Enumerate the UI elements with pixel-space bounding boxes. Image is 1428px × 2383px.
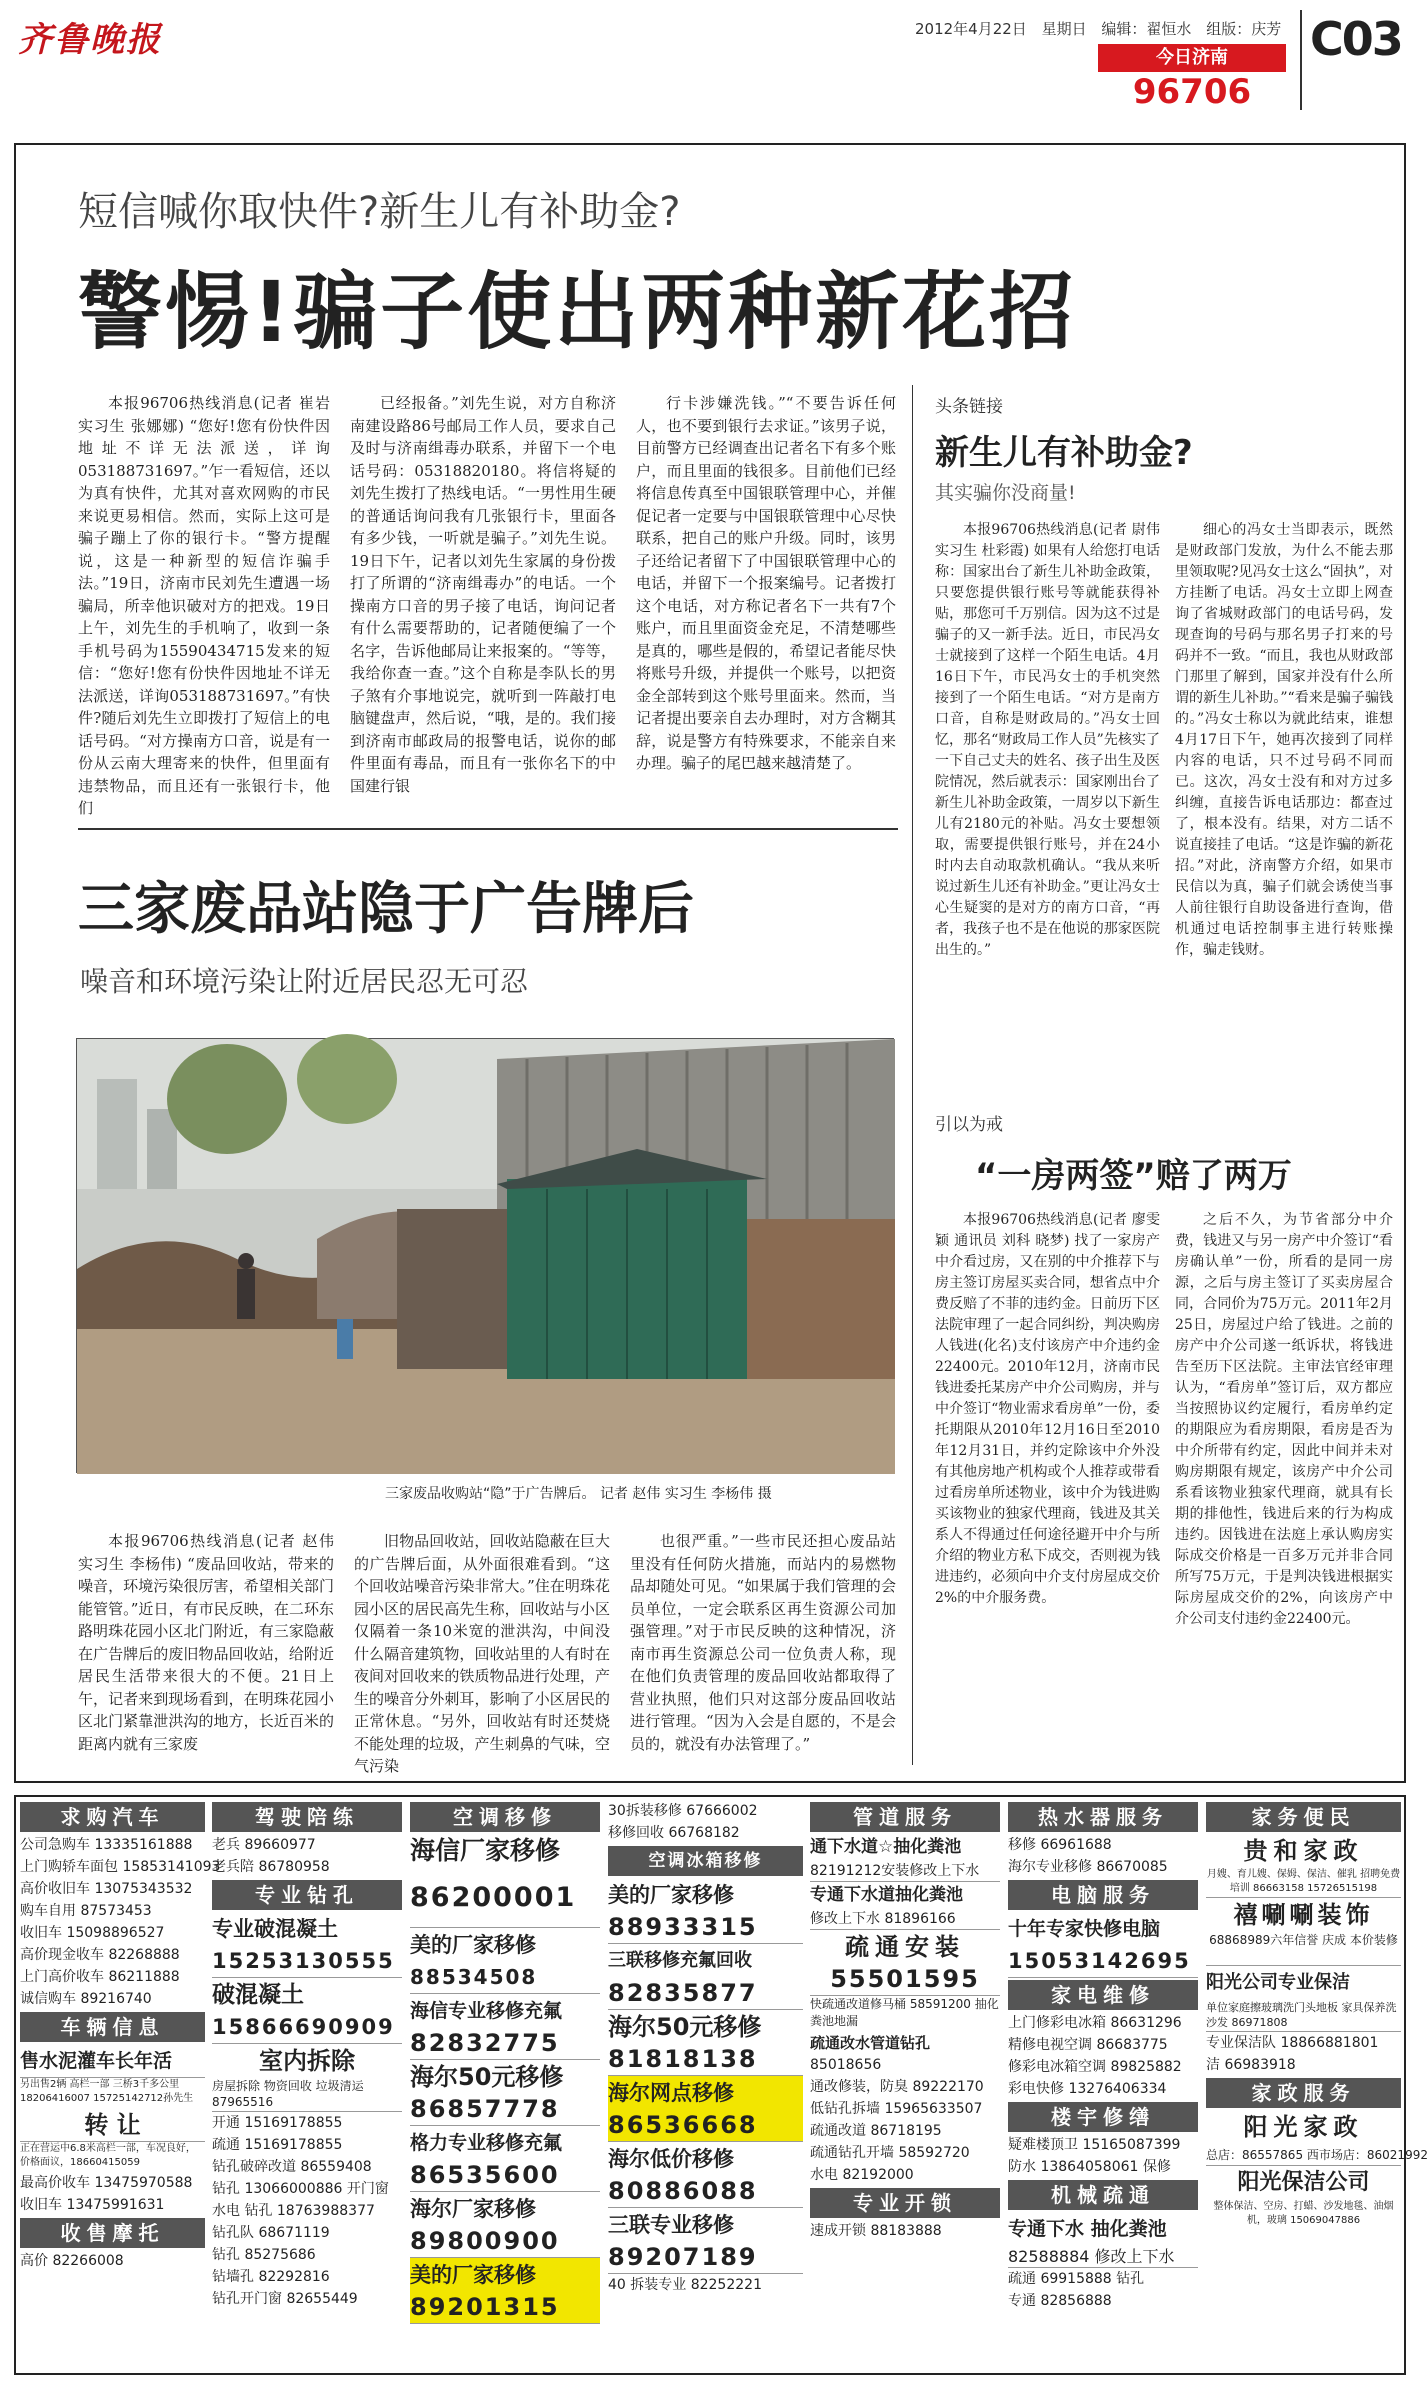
ad-title: 专业破混凝土 [212,1917,338,1941]
ad-line: 上门购轿车面包 15853141093 [20,1859,221,1875]
ad-number: 89207189 [608,2242,803,2274]
ad-number: 86857778 [410,2094,600,2126]
ad-line: 上门修彩电冰箱 86631296 [1008,2015,1182,2031]
ad-heading: 车辆信息 [20,2012,205,2042]
ad-title: 十年专家快修电脑 [1008,1918,1161,1940]
ad-title: 阳光公司专业保洁 [1206,1972,1350,1993]
hotline-number: 96706 [1132,72,1252,112]
ad-number: 81818138 [608,2044,803,2076]
sidebar1-tag: 头条链接 [935,397,1003,417]
ad-title: 美的厂家移修 [608,1883,734,1907]
story1-col3-text: 行卡涉嫌洗钱。”“不要告诉任何人，也不要到银行去求证。”该男子说，目前警方已经调查出记者名下有多个账户，而且里面的钱很多。目前他们已经将信息传真至中国银联管理中心，并催促记者一定要与中国银联管理中心尽快联系，把自己的账户升级。同时，该男子还给记者留下了中国银联管理中心的电话，并留下一个报案编号。记者拨打这个电话，对方称记者名下一共有7个账户，而且里面资金充足，不清楚哪些是真的，哪些是假的，希望记者能尽快将账号升级，并提供一个账号，以把资金全部转到这个账号里面来。然而，当记者提出要亲自去办理时，对方含糊其辞，说是警方有特殊要求，不能亲自来办理。骗子的尾巴越来越清楚了。 [636,394,896,772]
ad-line: 钻孔队 68671119 [212,2225,330,2241]
ad-title: 破混凝土 [212,1982,304,2008]
sidebar1-headline: 新生儿有补助金? [935,433,1193,473]
ad-title: 疏通安装 [845,1933,965,1961]
ad-heading: 空调移修 [410,1802,600,1832]
photo-illustration [77,1039,895,1474]
ad-line: 钻孔 13066000886 开门窗 [212,2181,389,2197]
ad-line: 移修 66961688 [1008,1837,1112,1853]
ad-detail: 另出售2辆 高栏一部 三桥3千多公里 18206416007 15725142712孙先生 [20,2079,194,2104]
ad-line: 最高价收车 13475970588 [20,2175,193,2191]
ad-heading: 管道服务 [810,1802,1000,1832]
story1-col1 [78,392,330,817]
ad-title: 海尔50元移修 [410,2063,564,2091]
ad-line: 上门高价收车 86211888 [20,1969,180,1985]
masthead-divider [1300,10,1302,110]
ad-number: 86535600 [410,2160,600,2192]
story2-col3 [630,1530,896,1755]
ad-line: 收旧车 13475991631 [20,2197,165,2213]
sidebar1-col2-text: 细心的冯女士当即表示，既然是财政部门发放，为什么不能去那里领取呢?见冯女士这么“固执”，对方挂断了电话。冯女士立即上网查询了省城财政部门的电话号码，发现查询的号码与那名男子打来的号码并不一致。“而且，我也从财政部门那里了解到，国家并没有什么所谓的新生儿补助。”“看来是骗子骗钱的。”冯女士称以为就此结束，谁想4月17日下午，她再次接到了同样内容的电话，只不过号码不同而已。这次，冯女士没有和对方过多纠缠，直接告诉电话那边：都查过了，根本没有。结果，对方二话不说直接挂了电话。“这是诈骗的新花招。”对此，济南警方介绍，如果市民信以为真，骗子们就会诱使当事人前往银行自助设备进行查询，借机通过电话控制事主进行转账操作，骗走钱财。 [1175,522,1393,958]
masthead-meta [915,18,1291,39]
ad-line: 公司急购车 13335161888 [20,1837,193,1853]
ad-title: 通下水道☆抽化粪池 [810,1837,962,1857]
ad-line: 开通 15169178855 [212,2115,343,2131]
photo-caption: 三家废品收购站“隐”于广告牌后。 记者 赵伟 实习生 李杨伟 摄 [385,1486,772,1502]
story2-col2-text: 旧物品回收站，回收站隐蔽在巨大的广告牌后面，从外面很难看到。“这个回收站噪音污染非常大。”住在明珠花园小区的居民高先生称，回收站与小区仅隔着一条10米宽的泄洪沟，中间没什么隔音建筑物，回收站里的人有时在夜间对回收来的铁质物品进行处理，产生的噪音分外刺耳，影响了小区居民的正常休息。“另外，回收站有时还焚烧不能处理的垃圾，产生刺鼻的气味，空气污染 [354,1532,610,1775]
designer: 组版：庆芳 [1206,20,1282,38]
ad-line: 高价 82266008 [20,2253,124,2269]
ad-heading: 空调冰箱移修 [608,1846,803,1876]
ad-number: 88933315 [608,1912,803,1944]
ad-detail: 单位家庭擦玻璃洗门头地板 家具保养洗沙发 86971808 [1206,2000,1401,2032]
ad-column-cars [20,1800,221,2370]
ad-line: 洁 66983918 [1206,2057,1296,2073]
sidebar-separator [912,385,913,1765]
ad-line: 修彩电冰箱空调 89825882 [1008,2059,1182,2075]
ad-number: 89800900 [410,2226,600,2258]
section-box [1098,44,1286,112]
sidebar2-col1-text: 本报96706热线消息(记者 廖雯颖 通讯员 刘科 晓梦) 找了一家房产中介看过房，又在别的中介推荐下与房主签订房屋买卖合同，想省点中介费反赔了不菲的违约金。日前历下区法院审理了一起合同纠纷，判决购房人钱进(化名)支付该房产中介违约金22400元。2010年12月，济南市民钱进委托某房产中介公司购房，并与中介签订“物业需求看房单”一份，委托期限从2010年12月16日至2010年12月31日，并约定除该中介外没有其他房地产机构或个人推荐或带看过看房单所述物业，该中介为钱进购买该物业的独家代理商，钱进及其关系人不得通过任何途径避开中介与所介绍的物业方私下成交，否则视为钱进违约，必须向中介支付房屋成交价2%的中介服务费。 [935,1212,1160,1606]
ad-line: 疏通 15169178855 [212,2137,343,2153]
story1-col1-text: 本报96706热线消息(记者 崔岩 实习生 张娜娜) “您好!您有份快件因地址不详无法派送，详询053188731697。”乍一看短信，还以为真有快件，尤其对喜欢网购的市民来说更易相信。然而，实际上这可是骗子蹦上了你的银行卡。“警方提醒说，这是一种新型的短信诈骗手法。”19日，济南市民刘先生遭遇一场骗局，所幸他识破对方的把戏。19日上午，刘先生的手机响了，收到一条手机号码为15590434715发来的短信：“您好!您有份快件因地址不详无法派送，详询053188731697。”有快件?随后刘先生立即拨打了短信上的电话号码。“对方操南方口音，说是有一份从云南大理寄来的快件，但里面有违禁物品，而且还有一张银行卡，他们 [78,394,330,817]
ad-line: 老兵 89660977 [212,1837,316,1853]
ad-line: 精修电视空调 86683775 [1008,2037,1168,2053]
ad-line: 彩电快修 13276406334 [1008,2081,1167,2097]
ad-line: 高价收旧车 13075343532 [20,1881,193,1897]
ad-line: 疏通改道 86718195 [810,2123,942,2139]
ad-title: 疏通改水管道钻孔 [810,2034,931,2052]
story-divider [78,828,898,830]
ad-title: 售水泥灌车长年活 [20,2044,205,2078]
issue-weekday: 星期日 [1041,20,1087,38]
ad-title: 专通下水 抽化粪池 [1008,2218,1167,2240]
sidebar2-col1 [935,1210,1160,1770]
issue-date: 2012年4月22日 [915,20,1027,38]
ad-detail: 68868989六年信誉 庆成 本价装修 [1206,1932,1401,1966]
ad-title: 室内拆除 [259,2047,355,2075]
story1-col2 [350,392,616,812]
ad-number: 15253130555 [212,1946,402,1978]
ad-heading: 电脑服务 [1008,1880,1198,1910]
ad-line: 水电 钻孔 18763988377 [212,2203,375,2219]
ad-line: 疏通 69915888 钻孔 [1008,2271,1145,2287]
story2-col3-text: 也很严重。”一些市民还担心废品站里没有任何防火措施，而站内的易燃物品却随处可见。“如果属于我们管理的会员单位，一定会联系区再生资源公司加强管理。”对于市民反映的这种情况，济南市再生资源总公司一位负责人称，现在他们负责管理的废品回收站都取得了营业执照，他们只对这部分废品回收站进行管理。“因为入会是自愿的，不是会员的，就没有办法管理了。” [630,1532,896,1753]
sidebar2-tag: 引以为戒 [935,1115,1003,1135]
ad-column-housekeeping [1206,1800,1428,2370]
ad-title: 格力专业移修充氟 [410,2132,563,2154]
ad-line: 疑难楼顶卫 15165087399 [1008,2137,1181,2153]
ad-column-drilling [212,1800,402,2370]
ad-line: 海尔专业移修 86670085 [1008,1859,1168,1875]
ad-line: 高价现金收车 82268888 [20,1947,180,1963]
ad-heading: 家务便民 [1206,1802,1401,1832]
ad-heading: 专业开锁 [810,2188,1000,2218]
ad-title: 转 让 [20,2108,205,2142]
ad-title: 海信专业移修充氟 [410,2000,563,2022]
ad-number: 86536668 [608,2110,803,2142]
sidebar2-headline: “一房两签”赔了两万 [975,1156,1292,1196]
ad-detail: 正在营运中6.8米高栏一部，车况良好，价格面议，18660415059 [20,2143,196,2168]
story1-col2-text: 已经报备。”刘先生说，对方自称济南建设路86号邮局工作人员，要求自己及时与济南缉毒办联系，并留下一个电话号码：05318820180。将信将疑的刘先生拨打了热线电话。“一男性用生硬的普通话询问我有几张银行卡，里面各有多少钱，一听就是骗子。”刘先生说。19日下午，记者以刘先生家属的身份拨打了所谓的“济南缉毒办”的电话。一个操南方口音的男子接了电话，询问记者有什么需要帮助的，记者随便编了一个名字，告诉他邮局让来报案的。“等等，我给你查一查。”这个自称是李队长的男子煞有介事地说完，就听到一阵敲打电脑键盘声，然后说，“哦，是的。我们接到济南市邮政局的报警电话，说你的邮件里面有毒品，而且有一张你名下的中国建行银 [350,394,616,795]
ad-title: 阳光保洁公司 [1237,2170,1370,2195]
ad-heading: 收售摩托 [20,2218,205,2248]
sidebar2-col2-text: 之后不久，为节省部分中介费，钱进又与另一房产中介签订“看房确认单”一份，所看的是同一房源，之后与房主签订了买卖房屋合同，合同价为75万元。2011年2月25日，房屋过户给了钱进。之前的房产中介公司遂一纸诉状，将钱进告至历下区法院。主审法官经审理认为，“看房单”签订后，双方都应当按照协议约定履行，看房单约定的期限应为看房期限，看房是否为中介所带有约定，因此中间并未对购房期限有规定，该房产中介公司系看该物业独家代理商，就具有长期的排他性，钱进后来的行为构成违约。因钱进在法庭上承认购房实际成交价格是一百多万元并非合同所写75万元，于是判决钱进根据实际房屋成交价的2%，向该房产中介公司支付违约金22400元。 [1175,1212,1393,1627]
ad-detail: 修改上下水 81896166 [810,1908,1000,1930]
ad-detail: 月嫂、育儿嫂、保姆、保洁、催乳 招聘免费培训 86663158 15726515198 [1206,1868,1401,1898]
ad-detail: 快疏通改道修马桶 58591200 抽化粪池地漏 [810,1997,999,2028]
ad-title: 美的厂家移修 [410,1933,536,1957]
ad-title: 海尔50元移修 [608,2013,762,2041]
story2-col2 [354,1530,610,1775]
ad-heading: 热水器服务 [1008,1802,1198,1832]
ad-number: 82835877 [608,1978,803,2010]
ad-line: 通改修装，防臭 89222170 [810,2079,984,2095]
newspaper-logo: 齐鲁晚报 [18,20,162,60]
ad-line: 收旧车 15098896527 [20,1925,165,1941]
ad-title: 三联专业移修 [608,2213,734,2237]
ad-line: 专通 82856888 [1008,2293,1112,2309]
story2-subheadline: 噪音和环境污染让附近居民忍无可忍 [80,965,529,998]
ad-column-plumbing [810,1800,1000,2370]
recycling-station-photo [76,1038,894,1473]
ad-line: 疏通钻孔开墙 58592720 [810,2145,970,2161]
ad-heading: 求购汽车 [20,1802,205,1832]
ad-line: 速成开锁 88183888 [810,2223,942,2239]
story1-col3 [636,392,896,812]
ad-line: 防水 13864058061 保修 [1008,2159,1171,2175]
ad-title: 海信厂家移修 [410,1836,561,1865]
ad-heading: 楼宇修缮 [1008,2102,1198,2132]
ad-title: 三联移修充氟回收 [608,1950,752,1971]
sidebar1-col1 [935,520,1160,1080]
sidebar1-col1-text: 本报96706热线消息(记者 尉伟 实习生 杜彩霞) 如果有人给您打电话称：国家出台了新生儿补助金政策，只要您提供银行账号等就能获得补贴，那您可千万别信。因为这不过是骗子的又一新手法。近日，市民冯女士就接到了这样一个陌生电话。4月16日下午，市民冯女士的手机突然接到了一个陌生电话。“对方是南方口音，自称是财政局的。”冯女士回忆，那名“财政局工作人员”先核实了一下自己丈夫的姓名、孩子出生及医院情况，然后就表示：国家刚出台了新生儿补助金政策，一周岁以下新生儿有2180元的补贴。冯女士要想领取，需要提供银行账号，并在24小时内去自动取款机确认。“我从来听说过新生儿还有补助金。”更让冯女士心生疑窦的是对方的南方口音，“再者，我孩子也不是在他说的那家医院出生的。” [935,522,1160,958]
ad-heading: 机械疏通 [1008,2180,1198,2210]
ad-title: 海尔网点移修 [608,2081,734,2105]
ad-detail: 82588884 修改上下水 [1008,2246,1198,2268]
ad-line: 30拆装移修 67666002 [608,1803,758,1819]
ad-heading: 家政服务 [1206,2078,1401,2108]
story2-headline: 三家废品站隐于广告牌后 [78,877,694,942]
ad-number: 80886088 [608,2176,803,2208]
ad-title: 海尔低价移修 [608,2147,734,2171]
ad-column-appliance [608,1800,803,2370]
sidebar1-col2 [1175,520,1393,1080]
ad-title: 专通下水道抽化粪池 [810,1885,963,1905]
ad-heading: 驾驶陪练 [212,1802,402,1832]
ad-heading: 专业钻孔 [212,1880,402,1910]
ad-title: 贵和家政 [1243,1837,1364,1865]
ad-column-repair [1008,1800,1198,2370]
ad-number: 55501595 [810,1964,1000,1996]
ad-detail: 82191212安装修改上下水 [810,1860,1000,1882]
page-number: C03 [1310,12,1402,66]
editor: 编辑：翟恒水 [1101,20,1192,38]
ad-number: 82832775 [410,2028,600,2060]
ad-line: 低钻孔拆墙 15965633507 [810,2101,983,2117]
ad-number: 15866690909 [212,2012,402,2044]
ad-detail: 整体保洁、空房、打蜡、沙发地毯、油烟机，玻璃 15069047886 [1213,2201,1394,2226]
ad-number: 86200001 [410,1868,600,1928]
ad-line: 钻孔破碎改道 86559408 [212,2159,372,2175]
ad-line: 钻墙孔 82292816 [212,2269,330,2285]
ad-line: 老兵陪 86780958 [212,1859,330,1875]
ad-line: 专业保洁队 18866881801 [1206,2035,1379,2051]
ad-line: 水电 82192000 [810,2167,914,2183]
story2-col1 [78,1530,334,1755]
ad-title: 海尔厂家移修 [410,2197,536,2221]
ad-line: 购车自用 87573453 [20,1903,152,1919]
ad-title: 禧唰唰装饰 [1233,1901,1374,1929]
ad-number: 15053142695 [1008,1946,1198,1978]
ad-title: 美的厂家移修 [410,2263,536,2287]
ad-line: 钻孔开门窗 82655449 [212,2291,358,2307]
ad-column-aircon [410,1800,600,2370]
ad-heading: 家电维修 [1008,1980,1198,2010]
sidebar1-subheadline: 其实骗你没商量! [935,482,1076,504]
ad-line: 诚信购车 89216740 [20,1991,152,2007]
story1-headline: 警惕!骗子使出两种新花招 [78,263,1077,361]
section-name: 今日济南 [1098,44,1286,72]
ad-line: 85018656 [810,2057,882,2073]
ad-number: 89201315 [410,2292,600,2324]
ad-title: 阳光家政 [1243,2113,1364,2141]
sidebar2-col2 [1175,1210,1393,1770]
story1-kicker: 短信喊你取快件?新生儿有补助金? [78,189,681,235]
ad-detail: 房屋拆除 物资回收 垃圾清运 87965516 [212,2078,402,2112]
ad-line: 移修回收 66768182 [608,1825,740,1841]
ad-line: 40 拆装专业 82252221 [608,2277,762,2293]
ad-detail: 总店：86557865 西市场店：86021992 [1206,2144,1401,2166]
ad-line: 钻孔 85275686 [212,2247,316,2263]
ad-number: 88534508 [410,1962,600,1994]
story2-col1-text: 本报96706热线消息(记者 赵伟 实习生 李杨伟) “废品回收站，带来的噪音，环境污染很厉害，希望相关部门能管管。”近日，有市民反映，在二环东路明珠花园小区北门附近，有三家隐蔽在广告牌后的废旧物品回收站，给附近居民生活带来很大的不便。21日上午，记者来到现场看到，在明珠花园小区北门紧靠泄洪沟的地方，长近百米的距离内就有三家废 [78,1532,334,1753]
